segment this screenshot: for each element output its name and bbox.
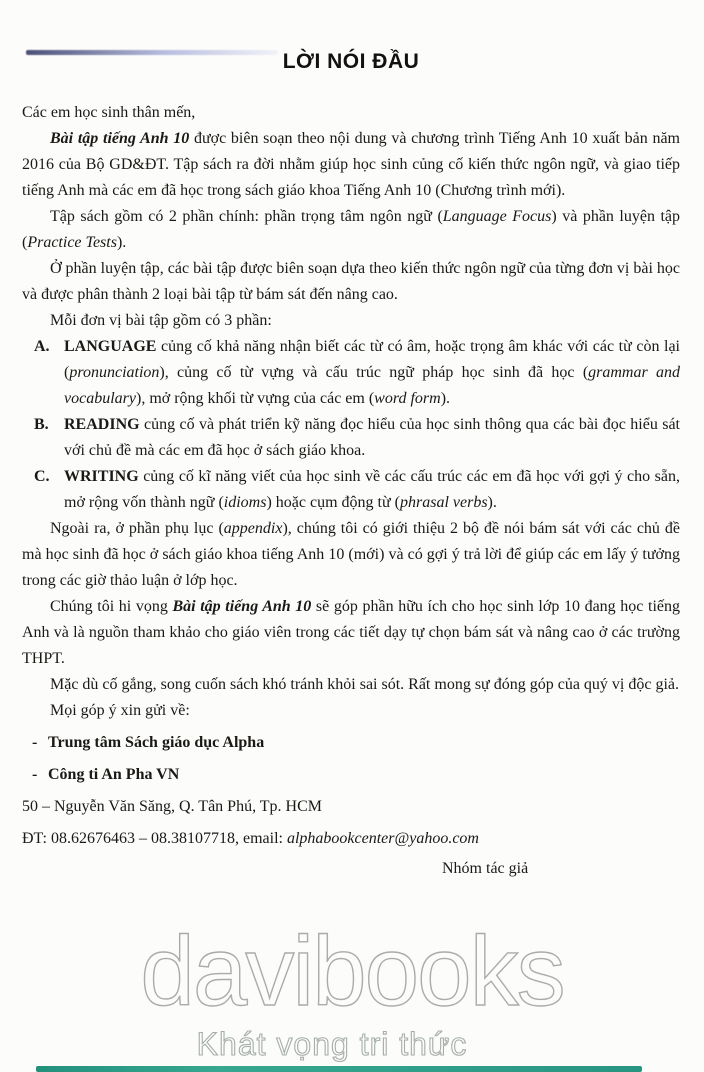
text-segment: Ở phần luyện tập, các bài tập được biên soạn dựa theo kiến thức ngôn ngữ của từng đơn vị bài học và được phân thành 2 loại bài tập từ bám sát đến nâng cao. <box>22 260 680 303</box>
paragraph <box>22 594 680 672</box>
text-segment: appendix <box>223 520 283 537</box>
text-segment: Công ti An Pha VN <box>48 766 180 783</box>
list-marker: - <box>32 734 38 751</box>
paragraph <box>22 308 680 334</box>
scan-artifact-top-strip <box>26 50 278 55</box>
text-segment: LANGUAGE <box>64 338 157 355</box>
list-marker: B. <box>34 416 49 433</box>
text-segment: Bài tập tiếng Anh 10 <box>50 130 190 147</box>
text-segment: củng cố khả năng nhận biết các từ có âm, hoặc trọng âm khác với các từ còn lại ( <box>64 338 680 381</box>
list-text <box>64 334 680 412</box>
text-segment: word form <box>374 390 441 407</box>
scan-artifact-bottom-bar <box>36 1066 642 1072</box>
text-segment: Trung tâm Sách giáo dục Alpha <box>48 734 265 751</box>
watermark-brand-text: davibooks <box>140 916 564 1026</box>
text-segment: Practice Tests <box>27 234 117 251</box>
text-segment: Mặc dù cố gắng, song cuốn sách khó tránh khỏi sai sót. Rất mong sự đóng góp của quý vị độc giả. <box>50 676 680 693</box>
list-item <box>22 762 680 788</box>
text-segment: READING <box>64 416 140 433</box>
text-segment: WRITING <box>64 468 139 485</box>
scanned-book-page <box>0 50 704 1072</box>
paragraph <box>22 826 680 852</box>
text-segment: ), củng cố từ vựng và cấu trúc ngữ pháp học sinh đã học ( <box>159 364 589 381</box>
text-segment: Các em học sinh thân mến, <box>22 104 196 121</box>
text-segment: Tập sách gồm có 2 phần chính: phần trọng tâm ngôn ngữ ( <box>50 208 443 225</box>
paragraph <box>22 256 680 308</box>
list-item <box>22 334 680 412</box>
list-item <box>22 464 680 516</box>
text-segment: ), chúng tôi có giới thiệu 2 bộ đề nói bám sát với các chủ đề mà học sinh đã học ở sách giáo khoa tiếng Anh 10 (mới) và có gợi ý trả lời để giúp các em lấy ý tưởng trong các giờ thảo luận ở lớp học. <box>22 520 681 589</box>
paragraph <box>22 126 680 204</box>
text-segment: grammar and vocabulary <box>64 364 680 407</box>
paragraph <box>22 794 680 820</box>
list-item <box>22 730 680 756</box>
text-segment: ). <box>440 390 451 407</box>
text-segment: idioms <box>223 494 267 511</box>
paragraph <box>22 698 680 724</box>
paragraph <box>22 100 680 126</box>
text-segment: ) hoặc cụm động từ ( <box>266 494 400 511</box>
text-segment: Mọi góp ý xin gửi về: <box>50 702 190 719</box>
list-marker: - <box>32 766 38 783</box>
paragraph <box>22 204 680 256</box>
text-segment: Chúng tôi hi vọng <box>50 598 173 615</box>
document-body <box>22 100 680 852</box>
list-text <box>48 730 264 756</box>
text-segment: Bài tập tiếng Anh 10 <box>172 598 312 615</box>
list-text <box>64 412 680 464</box>
text-segment: Ngoài ra, ở phần phụ lục ( <box>50 520 224 537</box>
text-segment: 50 – Nguyễn Văn Săng, Q. Tân Phú, Tp. HCM <box>22 798 322 815</box>
list-item <box>22 412 680 464</box>
text-segment: phrasal verbs <box>399 494 488 511</box>
page-title: LỜI NÓI ĐẦU <box>282 50 420 73</box>
list-text <box>48 762 179 788</box>
page-content <box>0 50 704 882</box>
text-segment: ĐT: 08.62676463 – 08.38107718, email: <box>22 830 287 847</box>
watermark-slogan-text: Khát vọng tri thức <box>196 1025 468 1062</box>
list-marker: C. <box>34 468 50 485</box>
paragraph <box>22 516 680 594</box>
text-segment: Mỗi đơn vị bài tập gồm có 3 phần: <box>50 312 272 329</box>
watermark <box>0 916 704 1063</box>
text-segment: ), mở rộng khối từ vựng của các em ( <box>135 390 375 407</box>
text-segment: pronunciation <box>69 364 160 381</box>
text-segment: Language Focus <box>442 208 552 225</box>
text-segment: được biên soạn theo nội dung và chương trình Tiếng Anh 10 xuất bản năm 2016 của Bộ GD&ĐT. Tập sách ra đời nhằm giúp học sinh củng cố kiến thức ngôn ngữ, và giao tiếp tiếng Anh mà các em đã học trong sách giáo khoa Tiếng Anh 10 (Chương trình mới). <box>22 130 681 199</box>
text-segment: sẽ góp phần hữu ích cho học sinh lớp 10 đang học tiếng Anh và là nguồn tham khảo cho giáo viên trong các tiết dạy tự chọn bám sát và nâng cao ở các trường THPT. <box>22 598 681 667</box>
list-marker: A. <box>34 338 50 355</box>
text-segment: ). <box>116 234 127 251</box>
text-segment: ). <box>487 494 497 511</box>
text-segment: củng cố và phát triển kỹ năng đọc hiểu của học sinh thông qua các bài đọc hiểu sát với chủ đề mà các em đã học ở sách giáo khoa. <box>64 416 680 459</box>
text-segment: alphabookcenter@yahoo.com <box>286 830 479 847</box>
author-signature: Nhóm tác giả <box>442 860 529 877</box>
text-segment: củng cố kĩ năng viết của học sinh về các cấu trúc các em đã học với gợi ý cho sẵn, mở rộng vốn thành ngữ ( <box>64 468 680 511</box>
list-text <box>64 464 680 516</box>
text-segment: ) và phần luyện tập ( <box>22 208 681 251</box>
paragraph <box>22 672 680 698</box>
